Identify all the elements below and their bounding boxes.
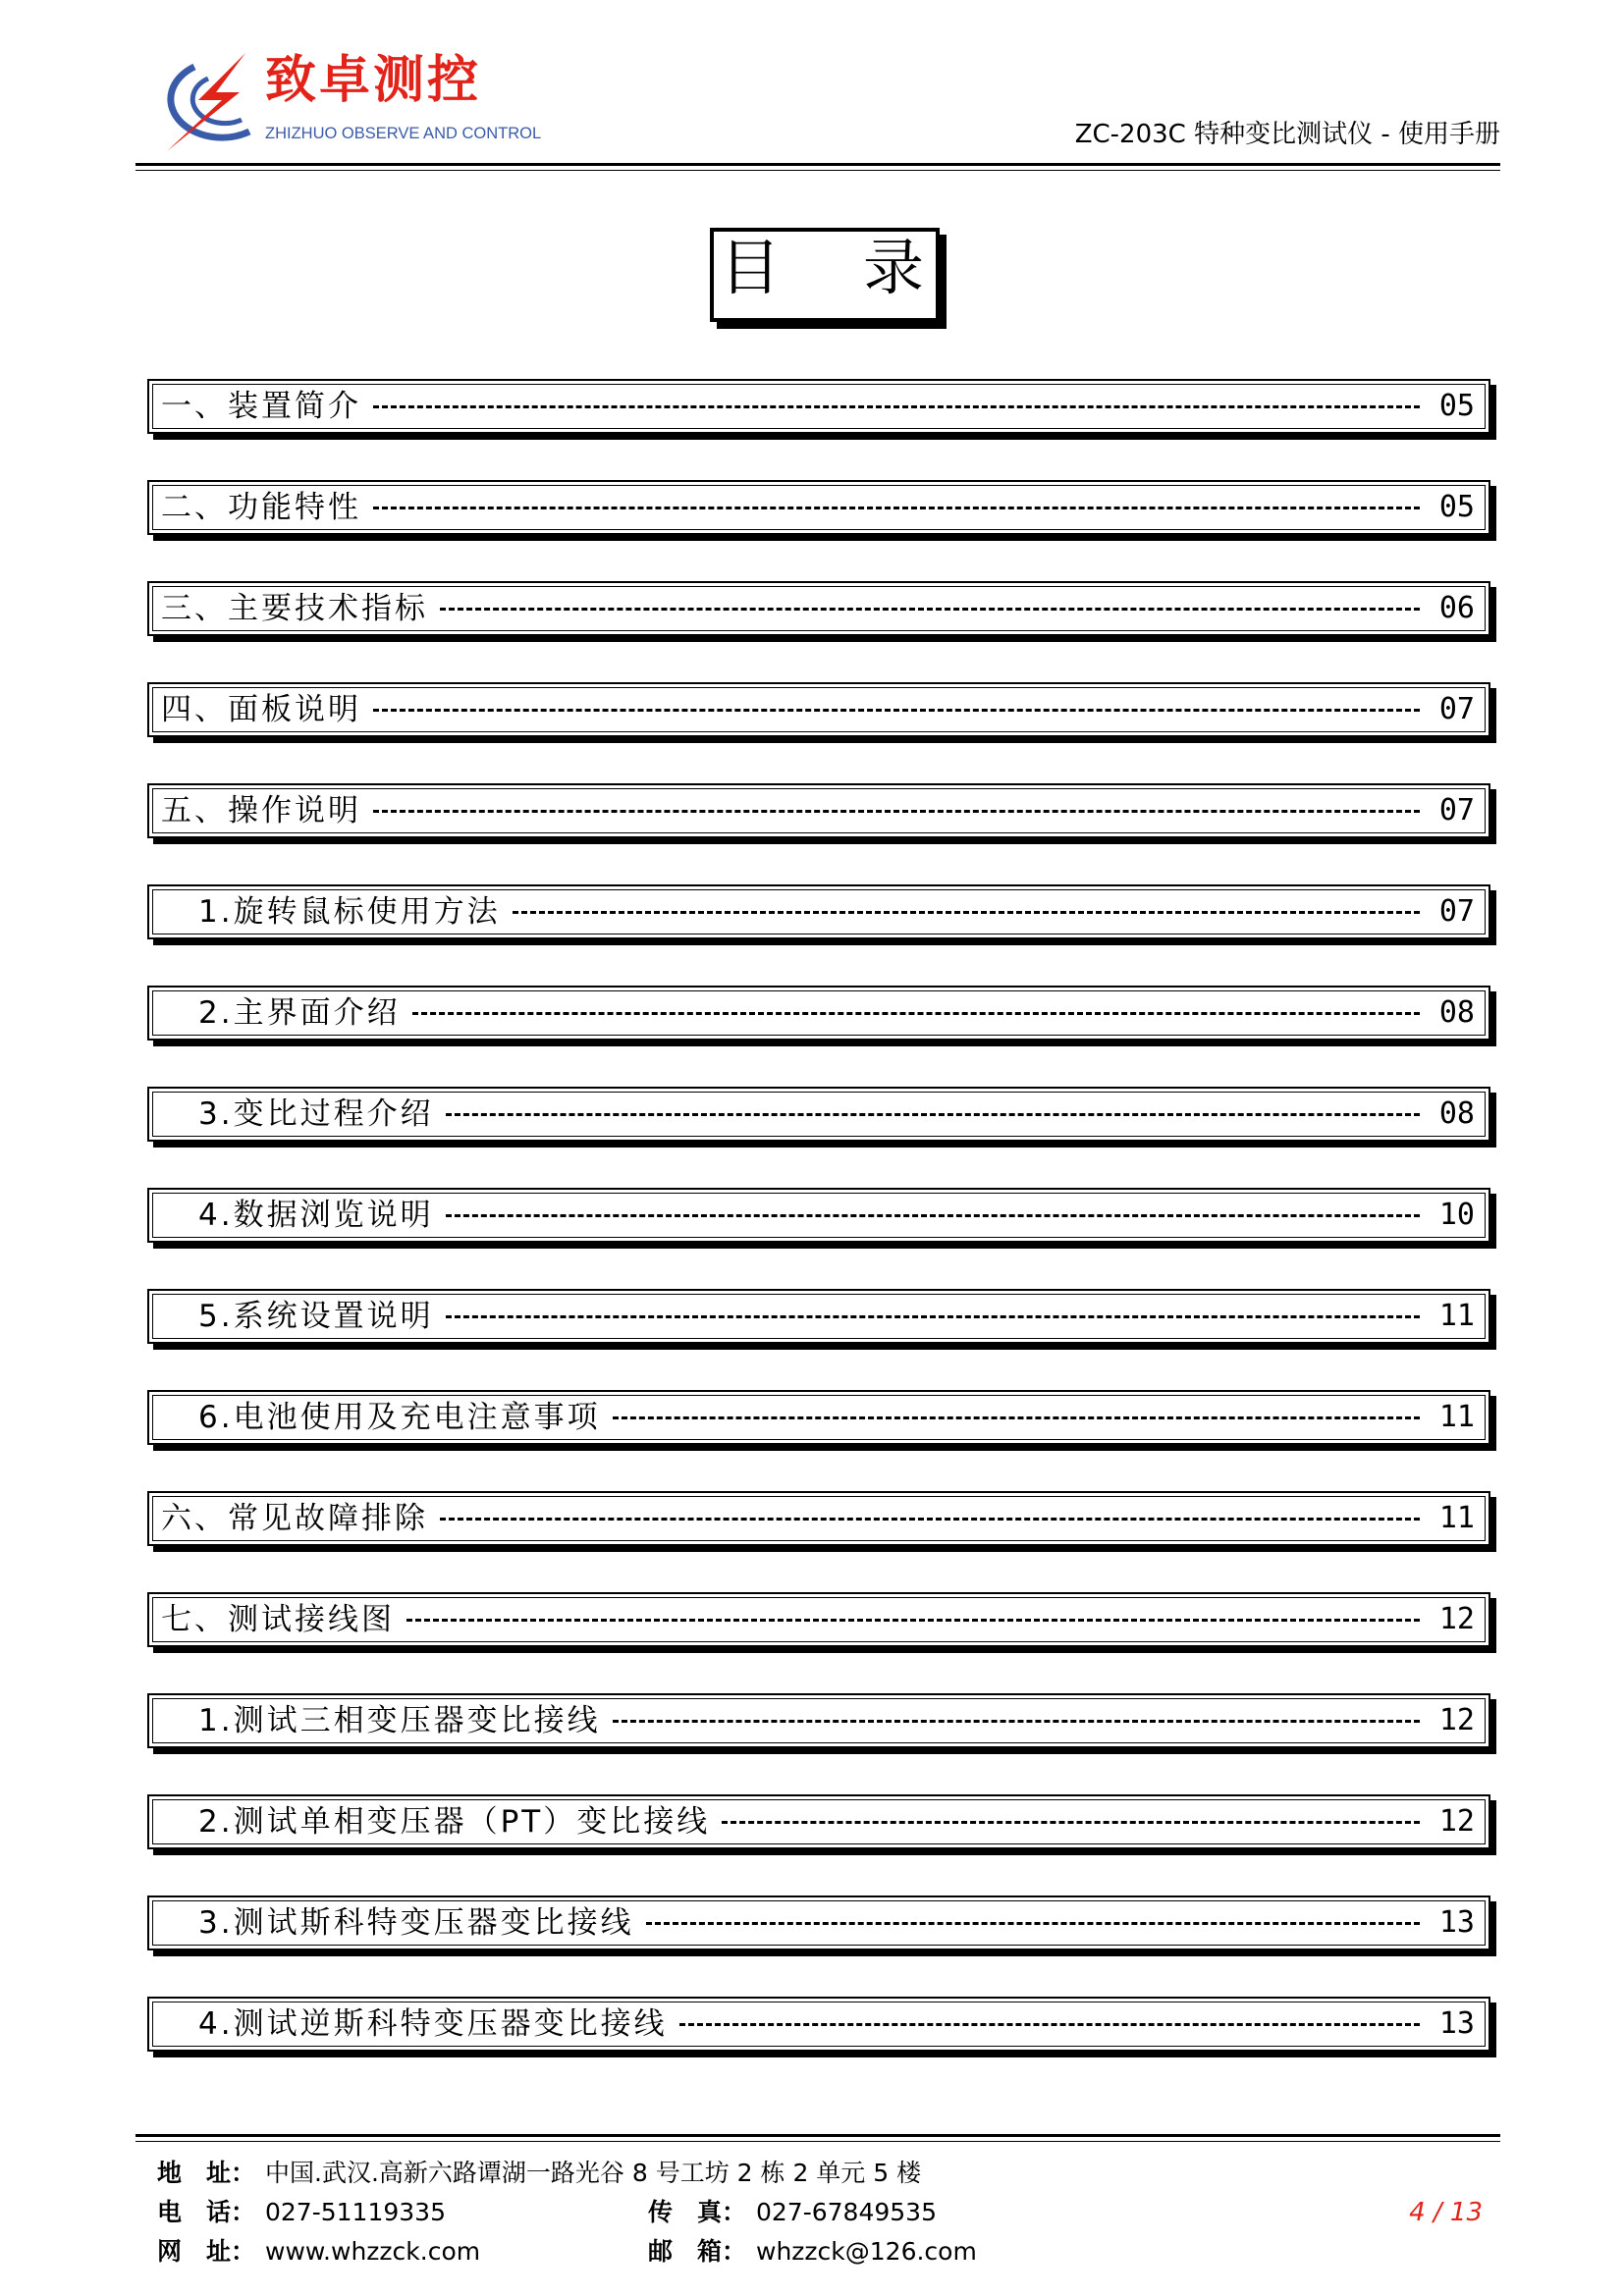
toc-entry[interactable] <box>147 682 1490 737</box>
toc-leader-dots <box>440 608 1420 611</box>
toc-leader-dots <box>406 1619 1420 1622</box>
web-label: 网 址： <box>157 2237 256 2266</box>
header-rule-thin <box>135 170 1500 171</box>
toc-entry[interactable] <box>147 1997 1490 2052</box>
toc-entry[interactable] <box>147 884 1490 939</box>
toc-entry[interactable] <box>147 1592 1490 1647</box>
toc-entry[interactable] <box>147 1087 1490 1142</box>
toc-heading-char-2: 录 <box>863 232 925 303</box>
fax-value: 027-67849535 <box>756 2198 937 2226</box>
footer-rule-thin <box>135 2141 1500 2142</box>
toc-entry[interactable] <box>147 480 1490 535</box>
toc-entry-label: 四、面板说明 <box>161 694 373 725</box>
toc-entry-page: 12 <box>1438 1703 1475 1737</box>
toc-entry-page: 07 <box>1438 894 1475 929</box>
address-label: 地 址： <box>157 2159 256 2187</box>
toc-entry[interactable] <box>147 1289 1490 1344</box>
phone-value: 027-51119335 <box>265 2198 446 2226</box>
footer-web-row <box>157 2234 1492 2269</box>
brand-name-cn: 致卓测控 <box>265 51 482 110</box>
toc-entry-label: 三、主要技术指标 <box>161 593 440 624</box>
toc-entry[interactable] <box>147 986 1490 1041</box>
toc-entry-label: 1.测试三相变压器变比接线 <box>198 1705 613 1736</box>
toc-leader-dots <box>412 1012 1420 1015</box>
toc-entry-label: 4.数据浏览说明 <box>198 1200 446 1231</box>
toc-leader-dots <box>373 810 1420 813</box>
toc-heading <box>710 228 940 322</box>
toc-entry-label: 2.测试单相变压器（PT）变比接线 <box>198 1806 722 1838</box>
toc-entry-label: 5.系统设置说明 <box>198 1301 446 1332</box>
toc-leader-dots <box>373 507 1420 509</box>
toc-entry-page: 13 <box>1438 2006 1475 2041</box>
toc-entry-label: 七、测试接线图 <box>161 1604 406 1635</box>
toc-entry[interactable] <box>147 783 1490 838</box>
toc-entry-label: 6.电池使用及充电注意事项 <box>198 1402 613 1433</box>
web-value[interactable]: www.whzzck.com <box>265 2237 481 2266</box>
toc-entry-page: 11 <box>1438 1299 1475 1333</box>
toc-leader-dots <box>646 1922 1420 1925</box>
toc-entry-label: 一、装置简介 <box>161 391 373 422</box>
toc-leader-dots <box>373 405 1420 408</box>
toc-entry[interactable] <box>147 379 1490 434</box>
toc-entry-label: 二、功能特性 <box>161 492 373 523</box>
toc-heading-char-1: 目 <box>720 232 782 303</box>
toc-entry-page: 11 <box>1438 1400 1475 1434</box>
toc-leader-dots <box>446 1113 1420 1116</box>
fax-label: 传 真： <box>648 2198 747 2226</box>
toc-entry[interactable] <box>147 1188 1490 1243</box>
lightning-logo-icon <box>155 47 273 155</box>
header-rule <box>135 163 1500 166</box>
toc-entry[interactable] <box>147 1896 1490 1950</box>
toc-entry-page: 12 <box>1438 1602 1475 1636</box>
toc-leader-dots <box>373 709 1420 712</box>
toc-entry-label: 4.测试逆斯科特变压器变比接线 <box>198 2008 679 2040</box>
toc-leader-dots <box>440 1518 1420 1521</box>
toc-leader-dots <box>446 1214 1420 1217</box>
document-title: ZC-203C 特种变比测试仪 - 使用手册 <box>1074 120 1500 149</box>
toc-entry-label: 1.旋转鼠标使用方法 <box>198 896 513 928</box>
page-indicator: 4 / 13 <box>1409 2198 1483 2227</box>
toc-entry-page: 05 <box>1438 389 1475 423</box>
toc-entry-label: 2.主界面介绍 <box>198 997 412 1029</box>
toc-entry-label: 3.变比过程介绍 <box>198 1098 446 1130</box>
toc-entry-label: 3.测试斯科特变压器变比接线 <box>198 1907 646 1939</box>
toc-leader-dots <box>513 911 1420 914</box>
toc-entry-label: 六、常见故障排除 <box>161 1503 440 1534</box>
toc-entry-page: 05 <box>1438 490 1475 524</box>
brand-name-en: ZHIZHUO OBSERVE AND CONTROL <box>265 125 542 142</box>
footer-address-row <box>157 2156 921 2191</box>
fax-group <box>648 2195 937 2230</box>
toc-entry-page: 06 <box>1438 591 1475 625</box>
email-group <box>648 2234 977 2269</box>
toc-leader-dots <box>722 1821 1420 1824</box>
address-value: 中国.武汉.高新六路谭湖一路光谷 8 号工坊 2 栋 2 单元 5 楼 <box>265 2159 922 2187</box>
toc-entry-page: 08 <box>1438 1096 1475 1131</box>
brand-logo <box>155 47 548 155</box>
footer-phone-row <box>157 2195 1492 2230</box>
toc-entry-page: 07 <box>1438 692 1475 726</box>
toc-entry-page: 13 <box>1438 1905 1475 1940</box>
toc-entry-page: 07 <box>1438 793 1475 828</box>
toc-entry-page: 10 <box>1438 1198 1475 1232</box>
toc-entry[interactable] <box>147 1390 1490 1445</box>
toc-entry-page: 12 <box>1438 1804 1475 1839</box>
email-label: 邮 箱： <box>648 2237 747 2266</box>
toc-entry[interactable] <box>147 1794 1490 1849</box>
toc-entry-page: 08 <box>1438 995 1475 1030</box>
toc-leader-dots <box>679 2023 1420 2026</box>
toc-leader-dots <box>613 1416 1420 1419</box>
toc-leader-dots <box>446 1315 1420 1318</box>
footer-rule <box>135 2134 1500 2137</box>
phone-label: 电 话： <box>157 2198 256 2226</box>
email-value[interactable]: whzzck@126.com <box>756 2237 977 2266</box>
toc-leader-dots <box>613 1720 1420 1723</box>
toc-entry[interactable] <box>147 581 1490 636</box>
toc-entry-label: 五、操作说明 <box>161 795 373 827</box>
toc-entry[interactable] <box>147 1491 1490 1546</box>
toc-entry-page: 11 <box>1438 1501 1475 1535</box>
toc-entry[interactable] <box>147 1693 1490 1748</box>
